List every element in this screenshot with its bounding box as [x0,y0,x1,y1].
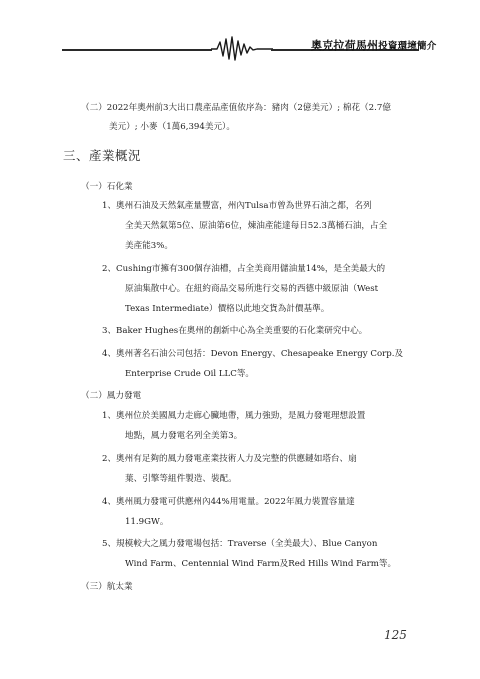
item-2-3-line-1: 4、奧州風力發電可供應州內44%用電量。2022年風力裝置容量達 [102,497,355,507]
section-3-title: 三、產業概況 [63,148,142,163]
item-1-1-line-2: 全美天然氣第5位、原油第6位，煉油產能達每日52.3萬桶石油，占全 [125,221,388,231]
pulse-wave-icon [211,33,273,63]
running-header [0,0,480,70]
page-number: 125 [384,628,407,642]
header-title-main: 奧克拉荷馬州 [311,39,379,52]
sub-3-title: （三）航太業 [81,582,133,592]
item-1-3-line-1: 3、Baker Hughes在奧州的創新中心為全美重要的石化業研究中心。 [102,326,368,336]
item-1-2-line-2: 原油集散中心。在紐約商品交易所進行交易的西德中級原油（West [125,284,379,294]
item-2-4-line-1: 5、規模較大之風力發電場包括：Traverse（全美最大）、Blue Canyon [102,539,378,549]
intro-2-line-1: （二）2022年奧州前3大出口農產品產值依序為：豬肉（2億美元）; 棉花（2.7億 [81,103,391,113]
item-2-2-line-1: 2、奧州有足夠的風力發電產業技術人力及完整的供應鏈如塔台、扇 [102,454,357,464]
item-2-1-line-1: 1、奧州位於美國風力走廊心臟地帶，風力強勁，是風力發電理想設置 [102,411,366,421]
item-2-4-line-2: Wind Farm、Centennial Wind Farm及Red Hills Wind Farm等。 [125,559,397,569]
item-1-1-line-1: 1、奧州石油及天然氣產量豐富，州內Tulsa市曾為世界石油之都，名列 [102,201,372,211]
sub-1-title: （一）石化業 [81,182,133,192]
header-rule-left [62,49,212,51]
item-1-4-line-2: Enterprise Crude Oil LLC等。 [125,369,255,379]
item-2-1-line-2: 地點，風力發電名列全美第3。 [125,431,243,441]
item-2-2-line-2: 葉、引擎等組件製造、裝配。 [125,474,237,484]
item-1-2-line-1: 2、Cushing市擁有300個存油槽，占全美商用儲油量14%，是全美最大的 [102,264,386,274]
item-1-1-line-3: 美產能3%。 [125,241,174,251]
header-title-sub: 投資環境簡介 [378,41,437,52]
header-title [311,37,436,53]
item-1-2-line-3: Texas Intermediate）價格以此地交貨為計價基準。 [125,304,330,314]
sub-2-title: （二）風力發電 [81,391,142,401]
item-2-3-line-2: 11.9GW。 [125,517,169,527]
intro-2-line-2: 美元）; 小麥（1萬6,394美元）。 [109,122,235,132]
item-1-4-line-1: 4、奧州著名石油公司包括：Devon Energy、Chesapeake Energy Corp.及 [102,349,404,359]
